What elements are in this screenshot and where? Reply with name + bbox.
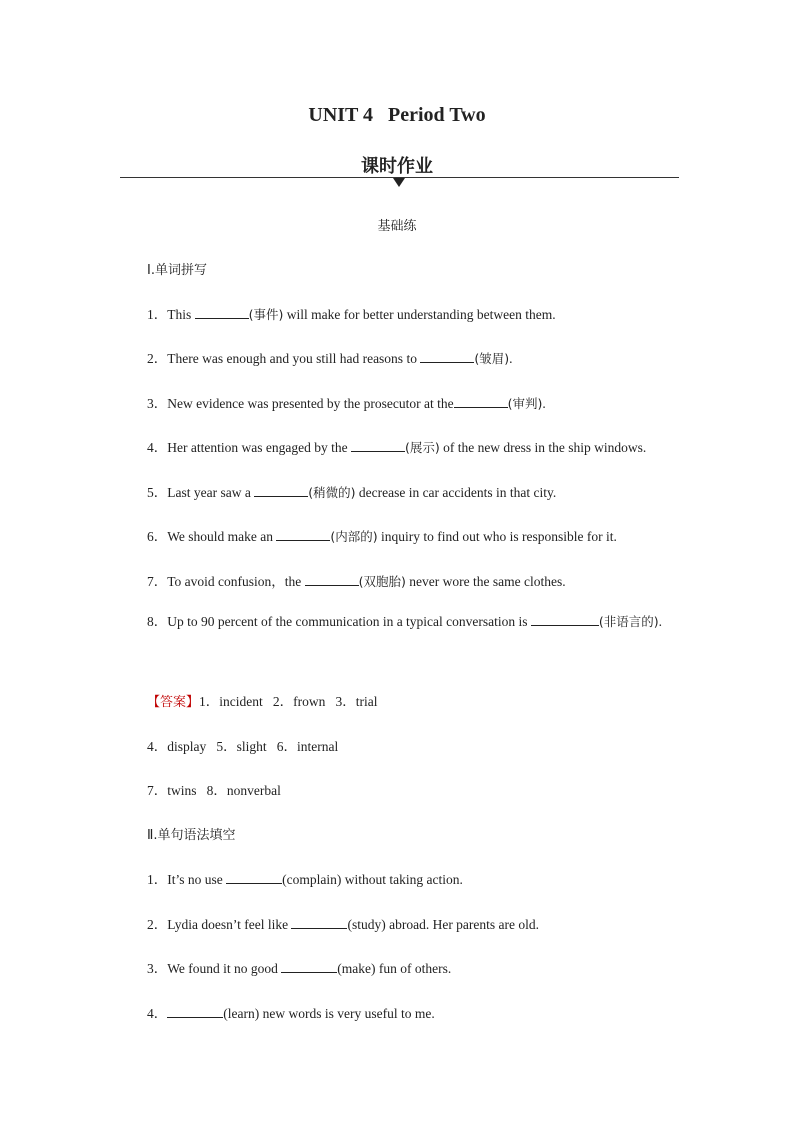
page-subtitle: 课时作业: [361, 156, 433, 177]
part2-item-1: 1．It’s no use (complain) without taking action.: [147, 872, 463, 887]
answer-blank: [167, 1005, 223, 1018]
part1-heading: Ⅰ.单词拼写: [147, 263, 207, 278]
answer-blank: [351, 439, 405, 452]
triangle-down-icon: [393, 178, 405, 187]
answer-blank: [226, 871, 282, 884]
answer-line-3: 7．twins 8．nonverbal: [147, 783, 281, 798]
part1-item-7: 7．To avoid confusion，the (双胞胎) never wore the same clothes.: [147, 574, 566, 589]
part1-item-5: 5．Last year saw a (稍微的) decrease in car accidents in that city.: [147, 485, 557, 500]
answer-blank: [291, 916, 347, 929]
answer-line-2: 4．display 5．slight 6．internal: [147, 739, 339, 754]
answer-blank: [454, 395, 508, 408]
part1-item-8: 8．Up to 90 percent of the communication in a typical conversation is (非语言的).: [147, 614, 663, 629]
part1-item-2: 2．There was enough and you still had reasons to (皱眉).: [147, 351, 513, 366]
answer-blank: [420, 350, 474, 363]
part2-item-3: 3．We found it no good (make) fun of others.: [147, 961, 452, 976]
part2-heading: Ⅱ.单句语法填空: [147, 828, 236, 843]
answer-blank: [305, 573, 359, 586]
answer-blank: [281, 960, 337, 973]
part1-item-6: 6．We should make an (内部的) inquiry to find out who is responsible for it.: [147, 529, 617, 544]
answer-line-1: 【答案】1．incident 2．frown 3．trial: [147, 694, 378, 710]
part1-item-3: 3．New evidence was presented by the prosecutor at the (审判).: [147, 396, 546, 411]
part2-item-4: 4． (learn) new words is very useful to me.: [147, 1006, 435, 1021]
part2-item-2: 2．Lydia doesn’t feel like (study) abroad. Her parents are old.: [147, 917, 540, 932]
answer-blank: [276, 528, 330, 541]
part1-item-4: 4．Her attention was engaged by the (展示) of the new dress in the ship windows.: [147, 440, 647, 455]
page-title: UNIT 4 Period Two: [308, 104, 486, 126]
answer-label: 【答案】: [147, 695, 200, 710]
answer-blank: [531, 613, 599, 626]
section-heading: 基础练: [377, 219, 417, 234]
answer-blank: [195, 306, 249, 319]
part1-item-1: 1．This (事件) will make for better understanding between them.: [147, 307, 556, 322]
answer-blank: [254, 484, 308, 497]
